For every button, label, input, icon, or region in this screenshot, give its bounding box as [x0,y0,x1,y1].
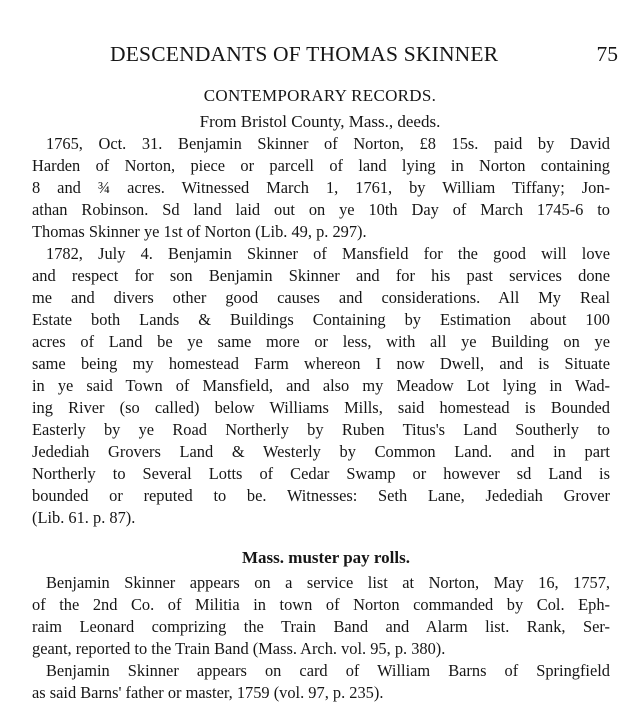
deeds-subtitle: From Bristol County, Mass., deeds. [199,112,441,131]
text-line: (Lib. 61. p. 87). [32,508,136,527]
running-head: DESCENDANTS OF THOMAS SKINNER [110,42,499,66]
text-line: of the 2nd Co. of Militia in town of Norton commanded by Col. Eph- [32,595,610,614]
text-line: same being my homestead Farm whereon I now Dwell, and is Situate [32,354,610,373]
text-line: 8 and ¾ acres. Witnessed March 1, 1761, by William Tiffany; Jon- [32,178,610,197]
text-line: Jedediah Grovers Land & Westerly by Common Land. and in part [32,442,610,461]
text-line: athan Robinson. Sd land laid out on ye 10th Day of March 1745-6 to [32,200,610,219]
text-line: acres of Land be ye same more or less, with all ye Building on ye [32,332,610,351]
text-line: and respect for son Benjamin Skinner and for his past services done [32,266,610,285]
text-line: Estate both Lands & Buildings Containing by Estimation about 100 [32,310,610,329]
text-line: in ye said Town of Mansfield, and also my Meadow Lot lying in Wad- [32,376,610,395]
muster-rolls-title: Mass. muster pay rolls. [242,548,410,567]
text-line: raim Leonard comprizing the Train Band and Alarm list. Rank, Ser- [32,617,610,636]
text-line: geant, reported to the Train Band (Mass. Arch. vol. 95, p. 380). [32,639,446,658]
page-number: 75 [596,42,618,66]
text-line: me and divers other good causes and considerations. All My Real [32,288,610,307]
text-line: 1765, Oct. 31. Benjamin Skinner of Norton, £8 15s. paid by David [46,134,610,153]
text-line: Harden of Norton, piece or parcell of land lying in Norton containing [32,156,610,175]
text-line: bounded or reputed to be. Witnesses: Seth Lane, Jedediah Grover [32,486,610,505]
text-line: as said Barns' father or master, 1759 (vol. 97, p. 235). [32,683,384,702]
text-line: Northerly to Several Lotts of Cedar Swamp or however sd Land is [32,464,610,483]
section-title: CONTEMPORARY RECORDS. [203,86,437,105]
text-line: Benjamin Skinner appears on card of William Barns of Springfield [46,661,610,680]
page-header [110,42,622,68]
text-line: 1782, July 4. Benjamin Skinner of Mansfield for the good will love [46,244,610,263]
text-line: Benjamin Skinner appears on a service list at Norton, May 16, 1757, [46,573,610,592]
text-line: ing River (so called) below Williams Mills, said homestead is Bounded [32,398,610,417]
text-line: Thomas Skinner ye 1st of Norton (Lib. 49, p. 297). [32,222,367,241]
text-line: Easterly by ye Road Northerly by Ruben Titus's Land Southerly to [32,420,610,439]
